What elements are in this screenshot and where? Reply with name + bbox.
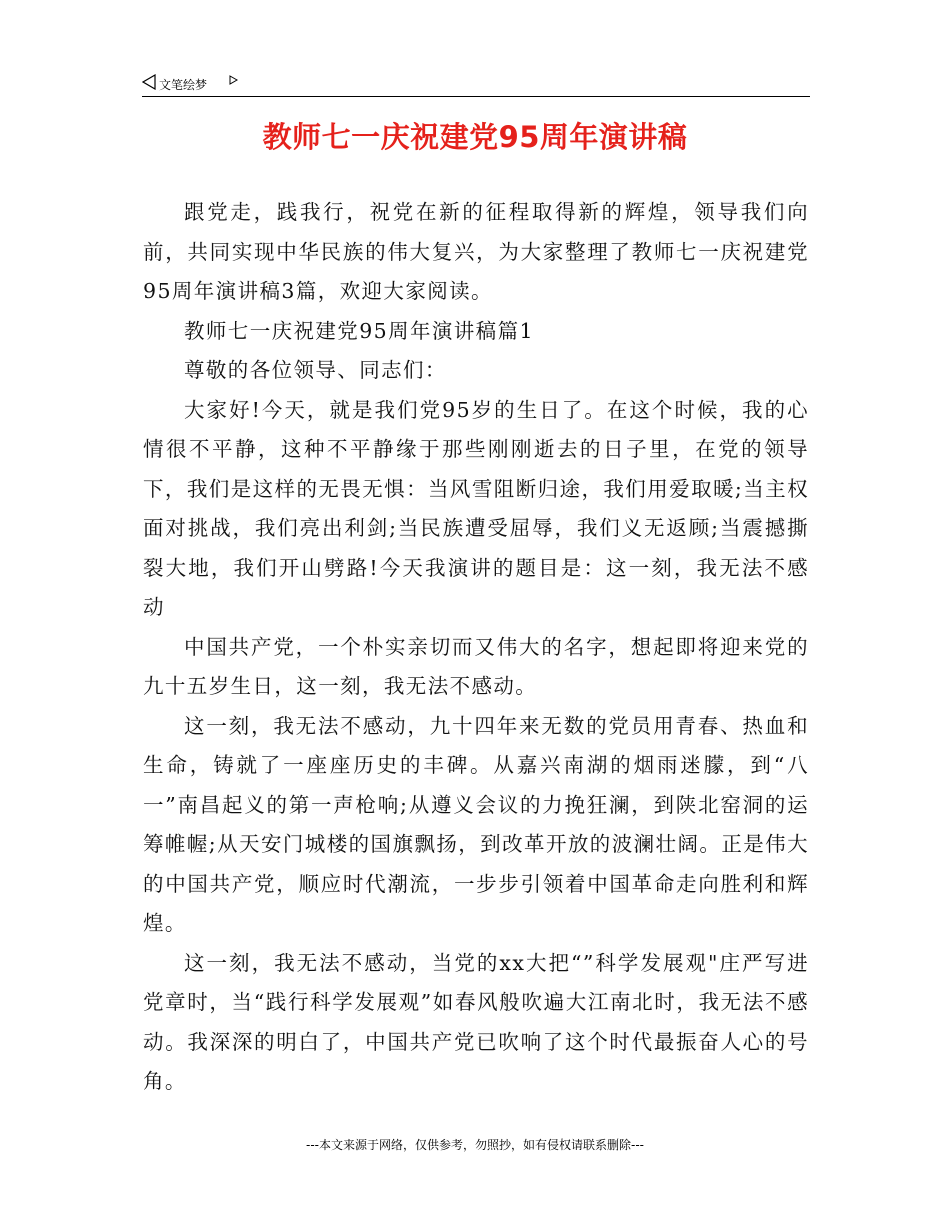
triangle-right-icon bbox=[229, 75, 238, 85]
document-title: 教师七一庆祝建党95周年演讲稿 bbox=[262, 120, 688, 154]
paragraph: 跟党走，践我行，祝党在新的征程取得新的辉煌，领导我们向前，共同实现中华民族的伟大复兴，为大家整理了教师七一庆祝建党95周年演讲稿3篇，欢迎大家阅读。 bbox=[143, 200, 809, 303]
document-body bbox=[143, 193, 809, 1102]
header-brand: 文笔绘梦 bbox=[159, 78, 208, 92]
footer-disclaimer: ---本文来源于网络，仅供参考，勿照抄，如有侵权请联系删除--- bbox=[306, 1138, 644, 1152]
paragraph: 尊敬的各位领导、同志们： bbox=[184, 358, 447, 382]
paragraph: 教师七一庆祝建党95周年演讲稿篇1 bbox=[184, 318, 534, 343]
page-header bbox=[142, 70, 810, 97]
triangle-left-icon bbox=[142, 74, 156, 90]
paragraph: 这一刻，我无法不感动，九十四年来无数的党员用青春、热血和生命，铸就了一座座历史的丰碑。从嘉兴南湖的烟雨迷朦，到“八一”南昌起义的第一声枪响;从遵义会议的力挽狂澜，到陕北窑洞的运筹帷幄;从天安门城楼的国旗飘扬，到改革开放的波澜壮阔。正是伟大的中国共产党，顺应时代潮流，一步步引领着中国革命走向胜利和辉煌。 bbox=[143, 713, 809, 935]
paragraph: 中国共产党，一个朴实亲切而又伟大的名字，想起即将迎来党的九十五岁生日，这一刻，我无法不感动。 bbox=[143, 634, 809, 698]
paragraph: 这一刻，我无法不感动，当党的xx大把“”科学发展观"庄严写进党章时，当“践行科学发展观”如春风般吹遍大江南北时，我无法不感动。我深深的明白了，中国共产党已吹响了这个时代最振奋人心的号角。 bbox=[143, 950, 809, 1093]
paragraph: 大家好!今天，就是我们党95岁的生日了。在这个时候，我的心情很不平静，这种不平静缘于那些刚刚逝去的日子里，在党的领导下，我们是这样的无畏无惧：当风雪阻断归途，我们用爱取暖;当主权面对挑战，我们亮出利剑;当民族遭受屈辱，我们义无返顾;当震撼撕裂大地，我们开山劈路!今天我演讲的题目是：这一刻，我无法不感动 bbox=[143, 397, 809, 619]
